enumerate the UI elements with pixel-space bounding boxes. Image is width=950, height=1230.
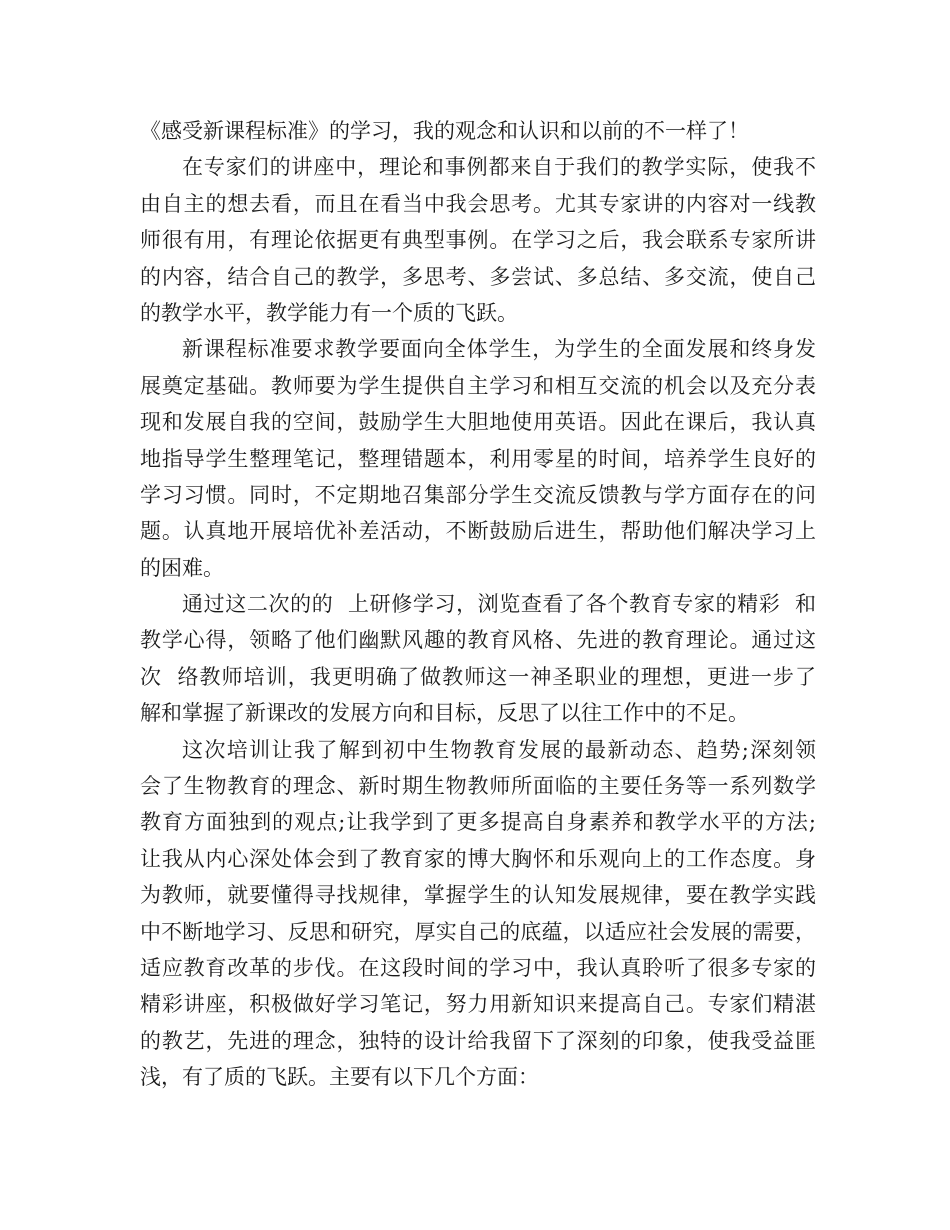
paragraph-line: 师很有用，有理论依据更有典型事例。在学习之后，我会联系专家所讲 [140, 228, 816, 253]
paragraph-line: 会了生物教育的理念、新时期生物教师所面临的主要任务等一系列数学 [140, 774, 816, 799]
paragraph-line: 浅，有了质的飞跃。主要有以下几个方面： [140, 1065, 539, 1090]
paragraph-line: 这次培训让我了解到初中生物教育发展的最新动态、趋势;深刻领 [182, 737, 816, 762]
paragraph-line: 让我从内心深处体会到了教育家的博大胸怀和乐观向上的工作态度。身 [140, 846, 816, 871]
paragraph-line: 现和发展自我的空间，鼓励学生大胆地使用英语。因此在课后，我认真 [140, 410, 816, 435]
paragraph-line: 适应教育改革的步伐。在这段时间的学习中，我认真聆听了很多专家的 [140, 955, 816, 980]
paragraph-line: 由自主的想去看，而且在看当中我会思考。尤其专家讲的内容对一线教 [140, 191, 816, 216]
paragraph-line: 的内容，结合自己的教学，多思考、多尝试、多总结、多交流，使自己 [140, 264, 816, 289]
paragraph-line: 教育方面独到的观点;让我学到了更多提高自身素养和教学水平的方法; [140, 810, 816, 835]
paragraph-line: 地指导学生整理笔记，整理错题本，利用零星的时间，培养学生良好的 [140, 446, 816, 471]
paragraph-line: 的教艺，先进的理念，独特的设计给我留下了深刻的印象，使我受益匪 [140, 1028, 816, 1053]
paragraph-line: 次 络教师培训，我更明确了做教师这一神圣职业的理想，更进一步了 [140, 664, 816, 689]
paragraph-line: 教学心得，领略了他们幽默风趣的教育风格、先进的教育理论。通过这 [140, 628, 816, 653]
paragraph-line: 的困难。 [140, 555, 224, 580]
paragraph-line: 解和掌握了新课改的发展方向和目标，反思了以往工作中的不足。 [140, 701, 749, 726]
paragraph-line: 通过这二次的的 上研修学习，浏览查看了各个教育专家的精彩 和 [182, 592, 816, 617]
paragraph-line: 的教学水平，教学能力有一个质的飞跃。 [140, 300, 518, 325]
paragraph-line: 精彩讲座，积极做好学习笔记，努力用新知识来提高自己。专家们精湛 [140, 992, 816, 1017]
paragraph-line: 学习习惯。同时，不定期地召集部分学生交流反馈教与学方面存在的问 [140, 482, 816, 507]
paragraph-line: 新课程标准要求教学要面向全体学生，为学生的全面发展和终身发 [182, 337, 816, 362]
paragraph-line: 展奠定基础。教师要为学生提供自主学习和相互交流的机会以及充分表 [140, 373, 816, 398]
document-body [140, 113, 816, 1096]
paragraph-line: 为教师，就要懂得寻找规律，掌握学生的认知发展规律，要在教学实践 [140, 883, 816, 908]
paragraph-line: 在专家们的讲座中，理论和事例都来自于我们的教学实际，使我不 [182, 155, 816, 180]
paragraph-line: 题。认真地开展培优补差活动，不断鼓励后进生，帮助他们解决学习上 [140, 519, 816, 544]
paragraph-line: 中不断地学习、反思和研究，厚实自己的底蕴，以适应社会发展的需要， [140, 919, 816, 944]
paragraph-line: 《感受新课程标准》的学习，我的观念和认识和以前的不一样了！ [140, 119, 749, 143]
